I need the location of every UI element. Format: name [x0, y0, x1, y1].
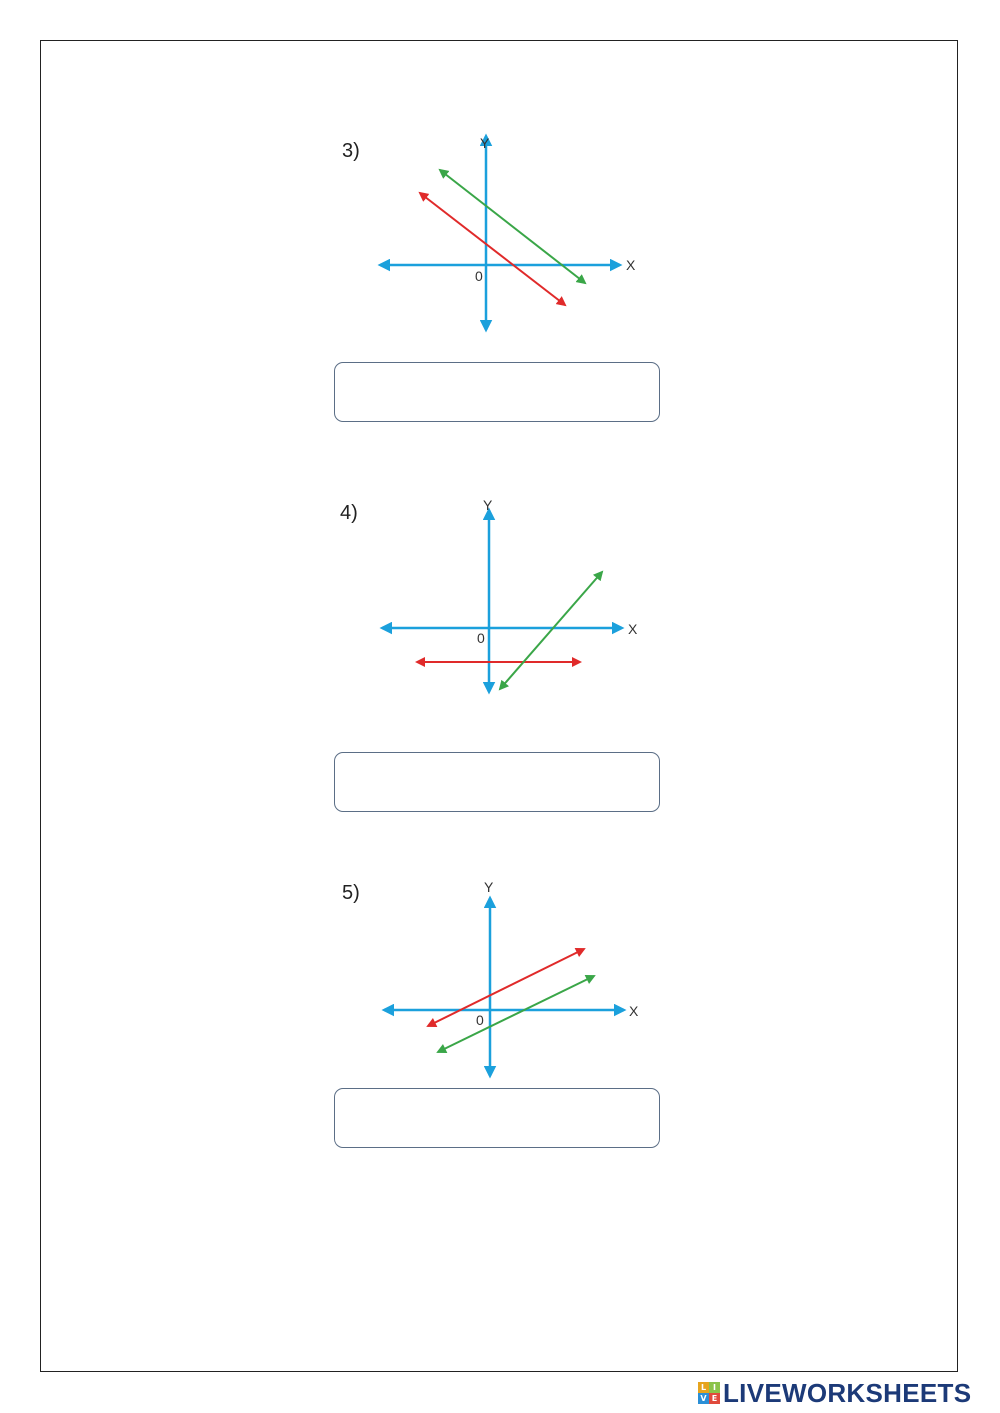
x-axis-label: X [628, 621, 638, 637]
graph-question-5 [370, 874, 650, 1084]
answer-box-question-4[interactable] [334, 752, 660, 812]
graph-question-3 [370, 130, 650, 340]
answer-box-question-5[interactable] [334, 1088, 660, 1148]
graph-question-4 [370, 492, 650, 702]
question-4-number: 4) [340, 502, 358, 524]
brand-text: LIVEWORKSHEETS [723, 1377, 972, 1408]
red-line [428, 949, 584, 1026]
x-axis-label: X [626, 257, 636, 273]
liveworksheets-logo-icon: L I V E [698, 1382, 720, 1404]
green-line [500, 572, 602, 689]
green-line [438, 976, 594, 1052]
y-axis-label: Y [483, 497, 493, 513]
x-axis-label: X [629, 1003, 639, 1019]
question-5-number: 5) [342, 882, 360, 904]
y-axis-label: Y [480, 135, 490, 151]
origin-label: 0 [476, 1012, 484, 1028]
question-3-number: 3) [342, 140, 360, 162]
answer-box-question-3[interactable] [334, 362, 660, 422]
y-axis-label: Y [484, 879, 494, 895]
origin-label: 0 [477, 630, 485, 646]
liveworksheets-logo [698, 1378, 971, 1408]
origin-label: 0 [475, 268, 483, 284]
